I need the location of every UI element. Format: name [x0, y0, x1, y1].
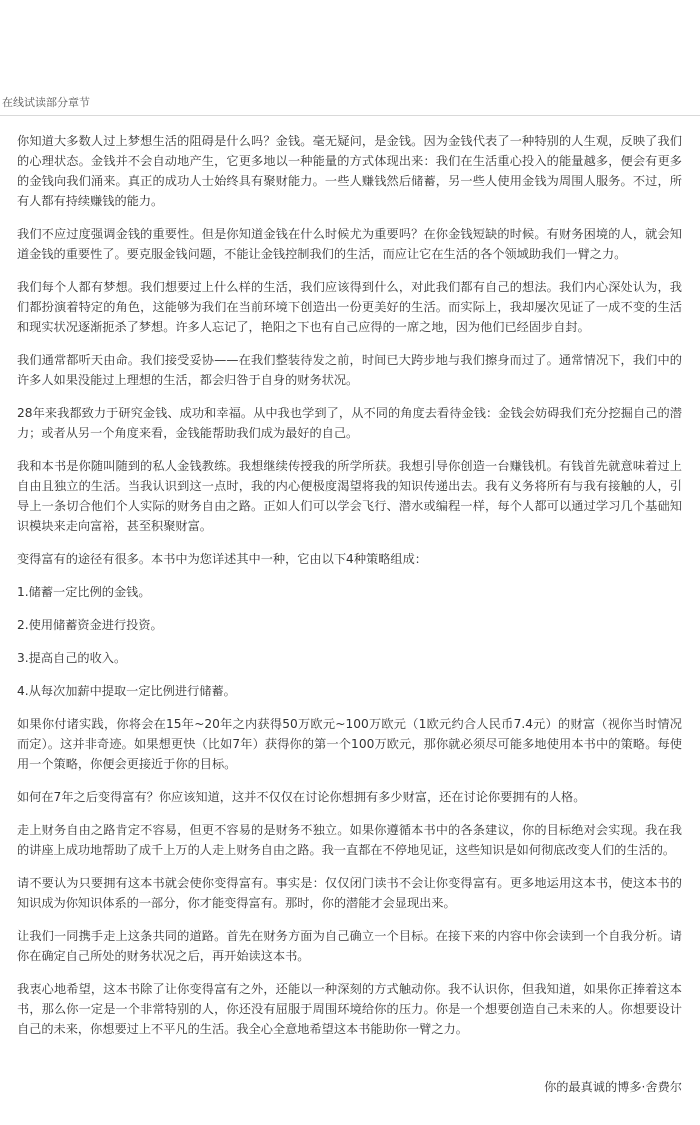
paragraph: 如何在7年之后变得富有？你应该知道，这并不仅仅在讨论你想拥有多少财富，还在讨论你要拥有的人格。: [17, 790, 586, 804]
paragraph: 我们不应过度强调金钱的重要性。但是你知道金钱在什么时候尤为重要吗？在你金钱短缺的时候。有财务困境的人，就会知道金钱的重要性了。要克服金钱问题，不能让金钱控制我们的生活，而应让它在生活的各个领域助我们一臂之力。: [17, 227, 682, 261]
section-title: 在线试读部分章节: [2, 96, 90, 109]
author-signature: 你的最真诚的博多·舍费尔: [544, 1080, 682, 1094]
paragraph: 走上财务自由之路肯定不容易，但更不容易的是财务不独立。如果你遵循本书中的各条建议，你的目标绝对会实现。我在我的讲座上成功地帮助了成千上万的人走上财务自由之路。我一直都在不停地见证，这些知识是如何彻底改变人们的生活的。: [17, 823, 682, 857]
paragraph: 变得富有的途径有很多。本书中为您详述其中一种，它由以下4种策略组成：: [17, 552, 427, 566]
paragraph: 我和本书是你随叫随到的私人金钱教练。我想继续传授我的所学所获。我想引导你创造一台赚钱机。有钱首先就意味着过上自由且独立的生活。当我认识到这一点时，我的内心便极度渴望将我的知识传递出去。我有义务将所有与我有接触的人，引导上一条切合他们个人实际的财务自由之路。正如人们可以学会飞行、潜水或编程一样，每个人都可以通过学习几个基础知识模块来走向富裕，甚至积聚财富。: [17, 459, 682, 533]
strategy-item: 1.储蓄一定比例的金钱。: [17, 585, 151, 599]
strategy-item: 3.提高自己的收入。: [17, 651, 127, 665]
strategy-item: 4.从每次加薪中提取一定比例进行储蓄。: [17, 684, 236, 698]
paragraph: 让我们一同携手走上这条共同的道路。首先在财务方面为自己确立一个目标。在接下来的内容中你会读到一个自我分析。请你在确定自己所处的财务状况之后，再开始读这本书。: [17, 929, 682, 963]
strategy-item: 2.使用储蓄资金进行投资。: [17, 618, 163, 632]
paragraph: 如果你付诸实践，你将会在15年~20年之内获得50万欧元~100万欧元（1欧元约合人民币7.4元）的财富（视你当时情况而定）。这并非奇迹。如果想更快（比如7年）获得你的第一个100万欧元，那你就必须尽可能多地使用本书中的策略。每使用一个策略，你便会更接近于你的目标。: [17, 717, 682, 771]
section-header: [0, 95, 700, 116]
paragraph: 我们通常都听天由命。我们接受妥协——在我们整装待发之前，时间已大跨步地与我们擦身而过了。通常情况下，我们中的许多人如果没能过上理想的生活，都会归咎于自身的财务状况。: [17, 353, 682, 387]
article-body: [17, 131, 682, 1052]
paragraph: 我们每个人都有梦想。我们想要过上什么样的生活，我们应该得到什么，对此我们都有自己的想法。我们内心深处认为，我们都扮演着特定的角色，这能够为我们在当前环境下创造出一份更美好的生活。而实际上，我却屡次见证了一成不变的生活和现实状况逐渐扼杀了梦想。许多人忘记了，艳阳之下也有自己应得的一席之地，因为他们已经固步自封。: [17, 280, 682, 334]
paragraph: 我衷心地希望，这本书除了让你变得富有之外，还能以一种深刻的方式触动你。我不认识你，但我知道，如果你正捧着这本书，那么你一定是一个非常特别的人，你还没有屈服于周围环境给你的压力。你是一个想要创造自己未来的人。你想要设计自己的未来，你想要过上不平凡的生活。我全心全意地希望这本书能助你一臂之力。: [17, 982, 682, 1036]
paragraph: 28年来我都致力于研究金钱、成功和幸福。从中我也学到了，从不同的角度去看待金钱：金钱会妨碍我们充分挖掘自己的潜力；或者从另一个角度来看，金钱能帮助我们成为最好的自己。: [17, 406, 682, 440]
paragraph: 你知道大多数人过上梦想生活的阻碍是什么吗？金钱。毫无疑问，是金钱。因为金钱代表了一种特别的人生观，反映了我们的心理状态。金钱并不会自动地产生，它更多地以一种能量的方式体现出来：我们在生活重心投入的能量越多，便会有更多的金钱向我们涌来。真正的成功人士始终具有聚财能力。一些人赚钱然后储蓄，另一些人使用金钱为周围人服务。不过，所有人都有持续赚钱的能力。: [17, 134, 682, 208]
paragraph: 请不要认为只要拥有这本书就会使你变得富有。事实是：仅仅闭门读书不会让你变得富有。更多地运用这本书，使这本书的知识成为你知识体系的一部分，你才能变得富有。那时，你的潜能才会显现出来。: [17, 876, 682, 910]
